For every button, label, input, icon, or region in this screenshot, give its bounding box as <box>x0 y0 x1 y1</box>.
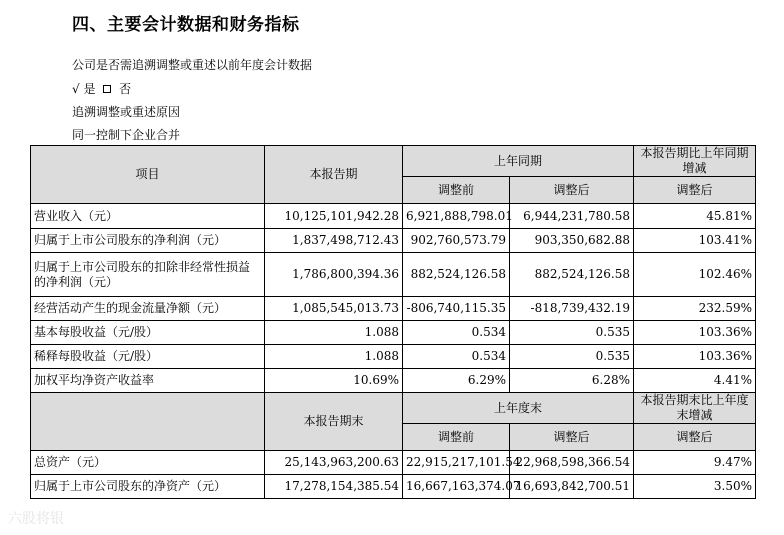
watermark: 六股将银 <box>8 511 64 527</box>
cell-after: 0.535 <box>510 345 634 369</box>
cell-before: 0.534 <box>403 345 510 369</box>
cell-current: 1,786,800,394.36 <box>265 253 403 297</box>
cell-current: 1.088 <box>265 345 403 369</box>
header-prior-year-end: 上年度末 <box>403 393 634 424</box>
cell-current: 1,085,545,013.73 <box>265 297 403 321</box>
header-item-blank <box>31 393 265 451</box>
cell-change: 103.36% <box>634 321 756 345</box>
no-checkbox-icon <box>103 85 111 93</box>
header-change-after-adjustment: 调整后 <box>634 424 756 451</box>
cell-before: 22,915,217,101.54 <box>403 451 510 475</box>
header-current-period: 本报告期 <box>265 146 403 204</box>
cell-after: 6,944,231,780.58 <box>510 204 634 229</box>
cell-after: 882,524,126.58 <box>510 253 634 297</box>
cell-after: -818,739,432.19 <box>510 297 634 321</box>
cell-change: 232.59% <box>634 297 756 321</box>
cell-current: 1,837,498,712.43 <box>265 229 403 253</box>
financial-indicators-table <box>30 145 756 499</box>
header-item: 项目 <box>31 146 265 204</box>
restatement-reason-title: 追溯调整或重述原因 <box>72 105 181 119</box>
cell-change: 102.46% <box>634 253 756 297</box>
section-heading: 四、主要会计数据和财务指标 <box>72 15 300 35</box>
row-label: 基本每股收益（元/股） <box>31 321 265 345</box>
row-label: 稀释每股收益（元/股） <box>31 345 265 369</box>
cell-after: 22,968,598,366.54 <box>510 451 634 475</box>
cell-change: 103.41% <box>634 229 756 253</box>
cell-current: 10,125,101,942.28 <box>265 204 403 229</box>
restatement-reason: 同一控制下企业合并 <box>72 128 181 142</box>
row-label: 经营活动产生的现金流量净额（元） <box>31 297 265 321</box>
yes-checkmark: √ <box>72 82 80 96</box>
table-row <box>31 369 756 393</box>
header-change: 本报告期比上年同期增减 <box>634 146 756 177</box>
header-after-adjustment: 调整后 <box>510 177 634 204</box>
table-row <box>31 297 756 321</box>
yes-label: 是 <box>83 82 96 96</box>
header-period-end: 本报告期末 <box>265 393 403 451</box>
cell-before: -806,740,115.35 <box>403 297 510 321</box>
cell-current: 25,143,963,200.63 <box>265 451 403 475</box>
header-before-adjustment: 调整前 <box>403 424 510 451</box>
table-row <box>31 475 756 499</box>
restatement-question: 公司是否需追溯调整或重述以前年度会计数据 <box>72 58 313 72</box>
no-label: 否 <box>119 82 132 96</box>
row-label: 加权平均净资产收益率 <box>31 369 265 393</box>
cell-change: 4.41% <box>634 369 756 393</box>
cell-before: 6.29% <box>403 369 510 393</box>
cell-change: 9.47% <box>634 451 756 475</box>
cell-after: 6.28% <box>510 369 634 393</box>
table-row <box>31 451 756 475</box>
cell-before: 16,667,163,374.07 <box>403 475 510 499</box>
cell-after: 0.535 <box>510 321 634 345</box>
cell-change: 3.50% <box>634 475 756 499</box>
header-before-adjustment: 调整前 <box>403 177 510 204</box>
cell-current: 17,278,154,385.54 <box>265 475 403 499</box>
table-row <box>31 321 756 345</box>
row-label: 归属于上市公司股东的净利润（元） <box>31 229 265 253</box>
cell-change: 103.36% <box>634 345 756 369</box>
cell-before: 902,760,573.79 <box>403 229 510 253</box>
cell-change: 45.81% <box>634 204 756 229</box>
cell-current: 10.69% <box>265 369 403 393</box>
restatement-choice <box>72 80 131 97</box>
cell-before: 0.534 <box>403 321 510 345</box>
row-label: 归属于上市公司股东的扣除非经常性损益的净利润（元） <box>31 253 265 297</box>
row-label: 总资产（元） <box>31 451 265 475</box>
header-period-end-change: 本报告期末比上年度末增减 <box>634 393 756 424</box>
table-row <box>31 253 756 297</box>
cell-current: 1.088 <box>265 321 403 345</box>
table-row <box>31 229 756 253</box>
cell-before: 6,921,888,798.01 <box>403 204 510 229</box>
cell-after: 903,350,682.88 <box>510 229 634 253</box>
header-change-after-adjustment: 调整后 <box>634 177 756 204</box>
row-label: 营业收入（元） <box>31 204 265 229</box>
table-row <box>31 345 756 369</box>
table-row <box>31 204 756 229</box>
cell-before: 882,524,126.58 <box>403 253 510 297</box>
header-prior-period: 上年同期 <box>403 146 634 177</box>
header-after-adjustment: 调整后 <box>510 424 634 451</box>
cell-after: 16,693,842,700.51 <box>510 475 634 499</box>
row-label: 归属于上市公司股东的净资产（元） <box>31 475 265 499</box>
